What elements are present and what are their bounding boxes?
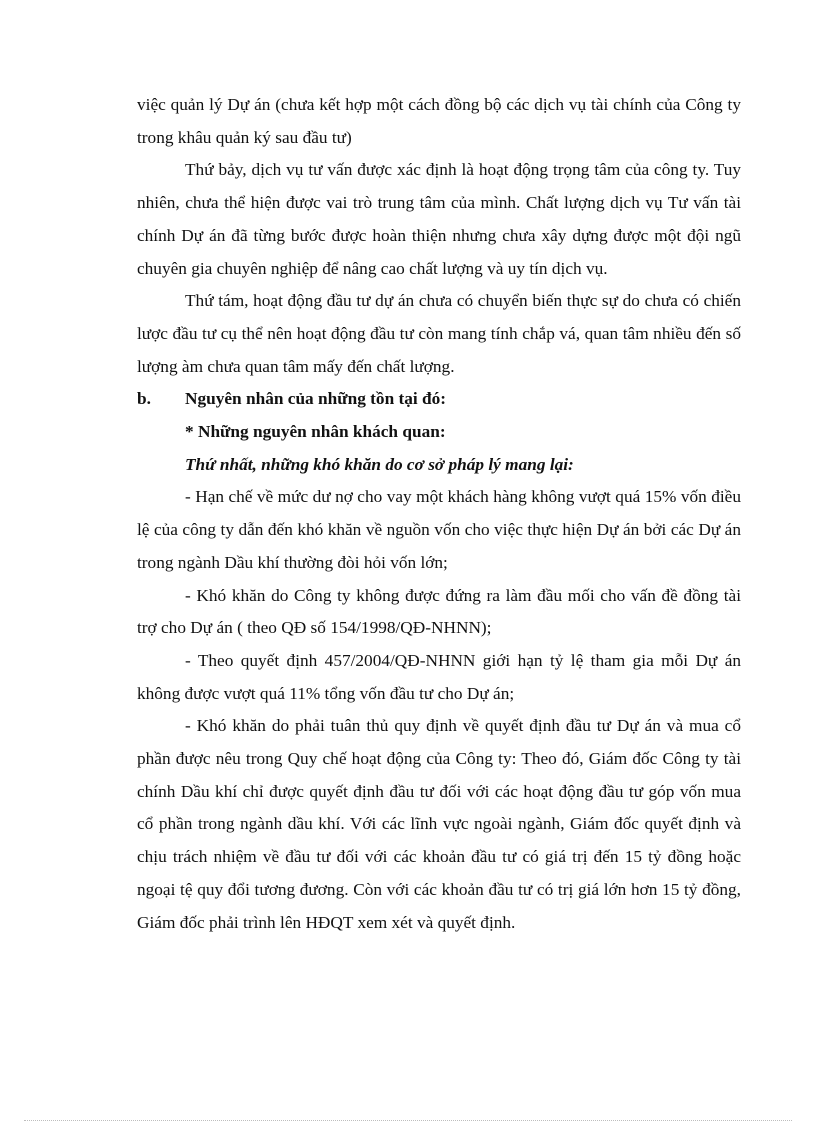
section-b-heading	[137, 383, 741, 416]
paragraph-thu-tam: Thứ tám, hoạt động đầu tư dự án chưa có chuyển biến thực sự do chưa có chiến lược đầu tư cụ thể nên hoạt động đầu tư còn mang tính chắp vá, quan tâm nhiều đến số lượng àm chưa quan tâm mấy đến chất lượng.	[137, 291, 741, 376]
paragraph-continuation: việc quản lý Dự án (chưa kết hợp một cách đồng bộ các dịch vụ tài chính của Công ty trong khâu quản ký sau đầu tư)	[137, 95, 741, 147]
list-item-co-financing: - Khó khăn do Công ty không được đứng ra làm đầu mối cho vấn đề đồng tài trợ cho Dự án ( theo QĐ số 154/1998/QĐ-NHNN);	[137, 585, 741, 638]
objective-causes-heading: * Những nguyên nhân khách quan:	[185, 422, 446, 442]
section-b-title: Nguyên nhân của những tồn tại đó:	[185, 389, 447, 409]
list-item-decision-457: - Theo quyết định 457/2004/QĐ-NHNN giới hạn tỷ lệ tham gia mỗi Dự án không được vượt quá 11% tổng vốn đầu tư cho Dự án;	[137, 650, 741, 703]
document-body	[137, 89, 741, 939]
page-bottom-rule	[24, 1120, 792, 1121]
list-item-investment-rules: - Khó khăn do phải tuân thủ quy định về quyết định đầu tư Dự án và mua cổ phần được nêu trong Quy chế hoạt động của Công ty: Theo đó, Giám đốc Công ty tài chính Dầu khí chỉ được quyết định đầu tư đối với các hoạt động đầu tư góp vốn mua cổ phần trong ngành dầu khí. Với các lĩnh vực ngoài ngành, Giám đốc quyết định và chịu trách nhiệm về đầu tư đối với các khoản đầu tư có giá trị đến 15 tỷ đồng hoặc ngoại tệ quy đổi tương đương. Còn với các khoản đầu tư có trị giá lớn hơn 15 tỷ đồng, Giám đốc phải trình lên HĐQT xem xét và quyết định.	[137, 716, 741, 932]
list-item-credit-limit: - Hạn chế về mức dư nợ cho vay một khách hàng không vượt quá 15% vốn điều lệ của công ty dẫn đến khó khăn về nguồn vốn cho việc thực hiện Dự án bởi các Dự án trong ngành Dầu khí thường đòi hỏi vốn lớn;	[137, 487, 741, 572]
section-b-label: b.	[137, 389, 151, 409]
first-cause-heading: Thứ nhất, những khó khăn do cơ sở pháp lý mang lại:	[185, 454, 574, 474]
paragraph-thu-bay: Thứ bảy, dịch vụ tư vấn được xác định là hoạt động trọng tâm của công ty. Tuy nhiên, chưa thể hiện được vai trò trung tâm của mình. Chất lượng dịch vụ Tư vấn tài chính Dự án đã từng bước được hoàn thiện nhưng chưa xây dựng được một đội ngũ chuyên gia chuyên nghiệp để nâng cao chất lượng và uy tín dịch vụ.	[137, 160, 741, 278]
